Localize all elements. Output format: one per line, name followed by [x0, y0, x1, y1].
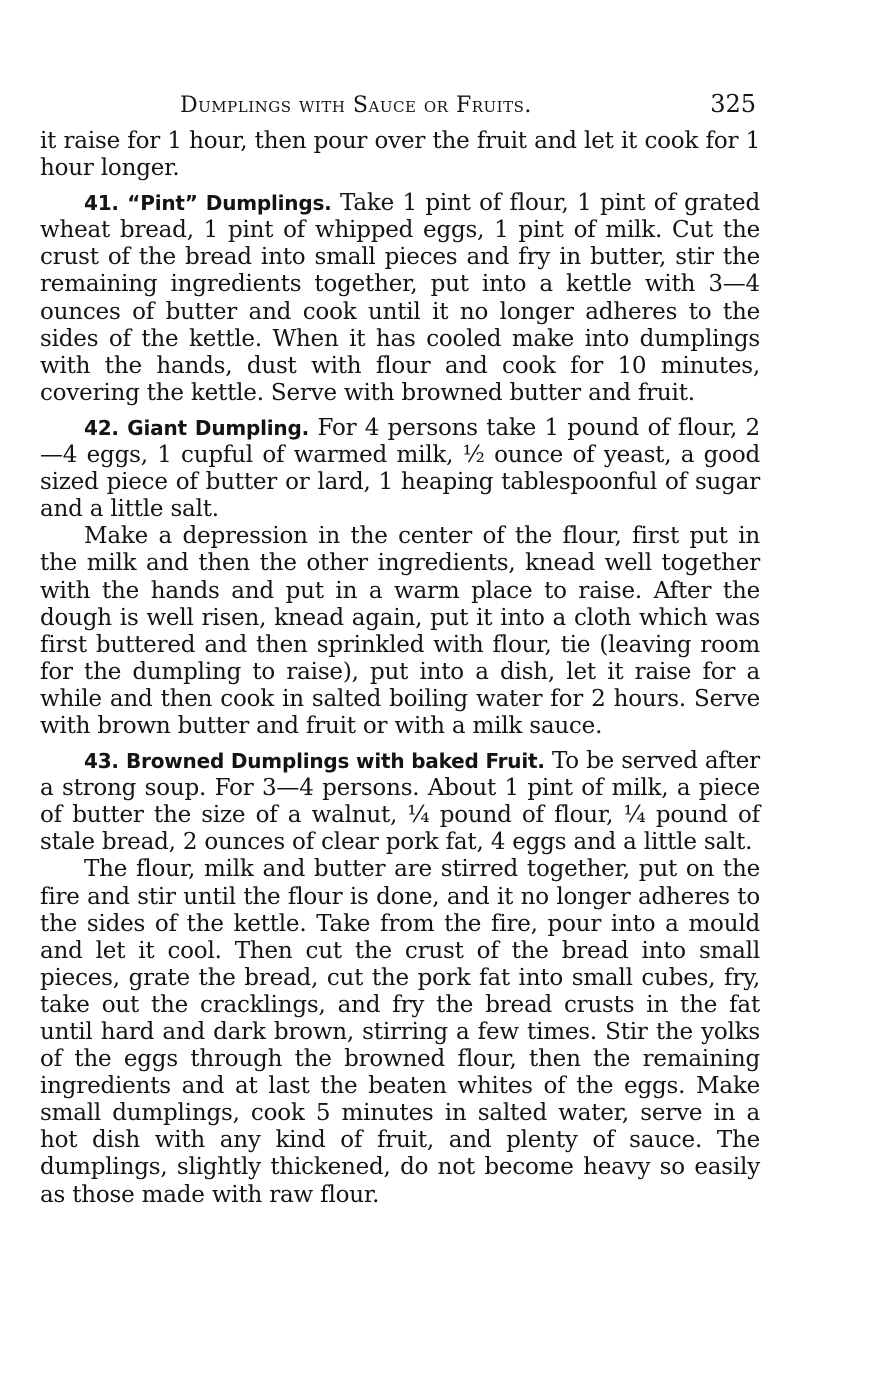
page-body [40, 128, 760, 1209]
recipe-43-paragraph [40, 748, 760, 856]
recipe-42-number: 42. [84, 415, 119, 440]
recipe-42-method: Make a depression in the center of the flour, first put in the milk and then the other ingredients, knead well together with the hands and put in a warm place to raise. After the dough is well risen, knead again, put it into a cloth which was first buttered and then sprinkled with flour, tie (leaving room for the dumpling to raise), put into a dish, let it raise for a while and then cook in salted boiling water for 2 hours. Serve with brown butter and fruit or with a milk sauce. [40, 523, 760, 739]
recipe-43-number: 43. [84, 749, 119, 774]
recipe-42-paragraph [40, 415, 760, 523]
running-title: Dumplings with Sauce or Fruits. [180, 93, 532, 118]
recipe-41-paragraph [40, 190, 760, 407]
recipe-42-body: For 4 persons take 1 pound of flour, 2—4 eggs, 1 cupful of warmed milk, ½ ounce of yeast, a good sized piece of butter or lard, 1 heaping tablespoonful of sugar and a little salt. [40, 414, 760, 523]
recipe-41-body: Take 1 pint of flour, 1 pint of grated wheat bread, 1 pint of whipped eggs, 1 pint of milk. Cut the crust of the bread into small pieces and fry in butter, stir the remaining ingredients together, put into a kettle with 3—4 ounces of butter and cook until it no longer adheres to the sides of the kettle. When it has cooled make into dumplings with the hands, dust with flour and cook for 10 minutes, covering the kettle. Serve with browned butter and fruit. [40, 190, 760, 406]
recipe-41-title: “Pint” Dumplings. [127, 191, 332, 216]
recipe-41-number: 41. [84, 191, 119, 216]
recipe-42-title: Giant Dumpling. [127, 415, 309, 440]
continuation-paragraph: it raise for 1 hour, then pour over the fruit and let it cook for 1 hour longer. [40, 128, 760, 182]
page-number: 325 [710, 90, 756, 118]
recipe-43-body: To be served after a strong soup. For 3—4 persons. About 1 pint of milk, a piece of butter the size of a walnut, ¼ pound of flour, ¼ pound of stale bread, 2 ounces of clear pork fat, 4 eggs and a little salt. [40, 748, 760, 856]
recipe-43-method: The flour, milk and butter are stirred together, put on the fire and stir until the flour is done, and it no longer adheres to the sides of the kettle. Take from the fire, pour into a mould and let it cool. Then cut the crust of the bread into small pieces, grate the bread, cut the pork fat into small cubes, fry, take out the cracklings, and fry the bread crusts in the fat until hard and dark brown, stirring a few times. Stir the yolks of the eggs through the browned flour, then the remaining ingredients and at last the beaten whites of the eggs. Make small dumplings, cook 5 minutes in salted water, serve in a hot dish with any kind of fruit, and plenty of sauce. The dumplings, slightly thickened, do not become heavy so easily as those made with raw flour. [40, 856, 760, 1208]
book-page [40, 90, 760, 1209]
recipe-43-title: Browned Dumplings with baked Fruit. [126, 749, 545, 774]
page-header [40, 90, 760, 128]
